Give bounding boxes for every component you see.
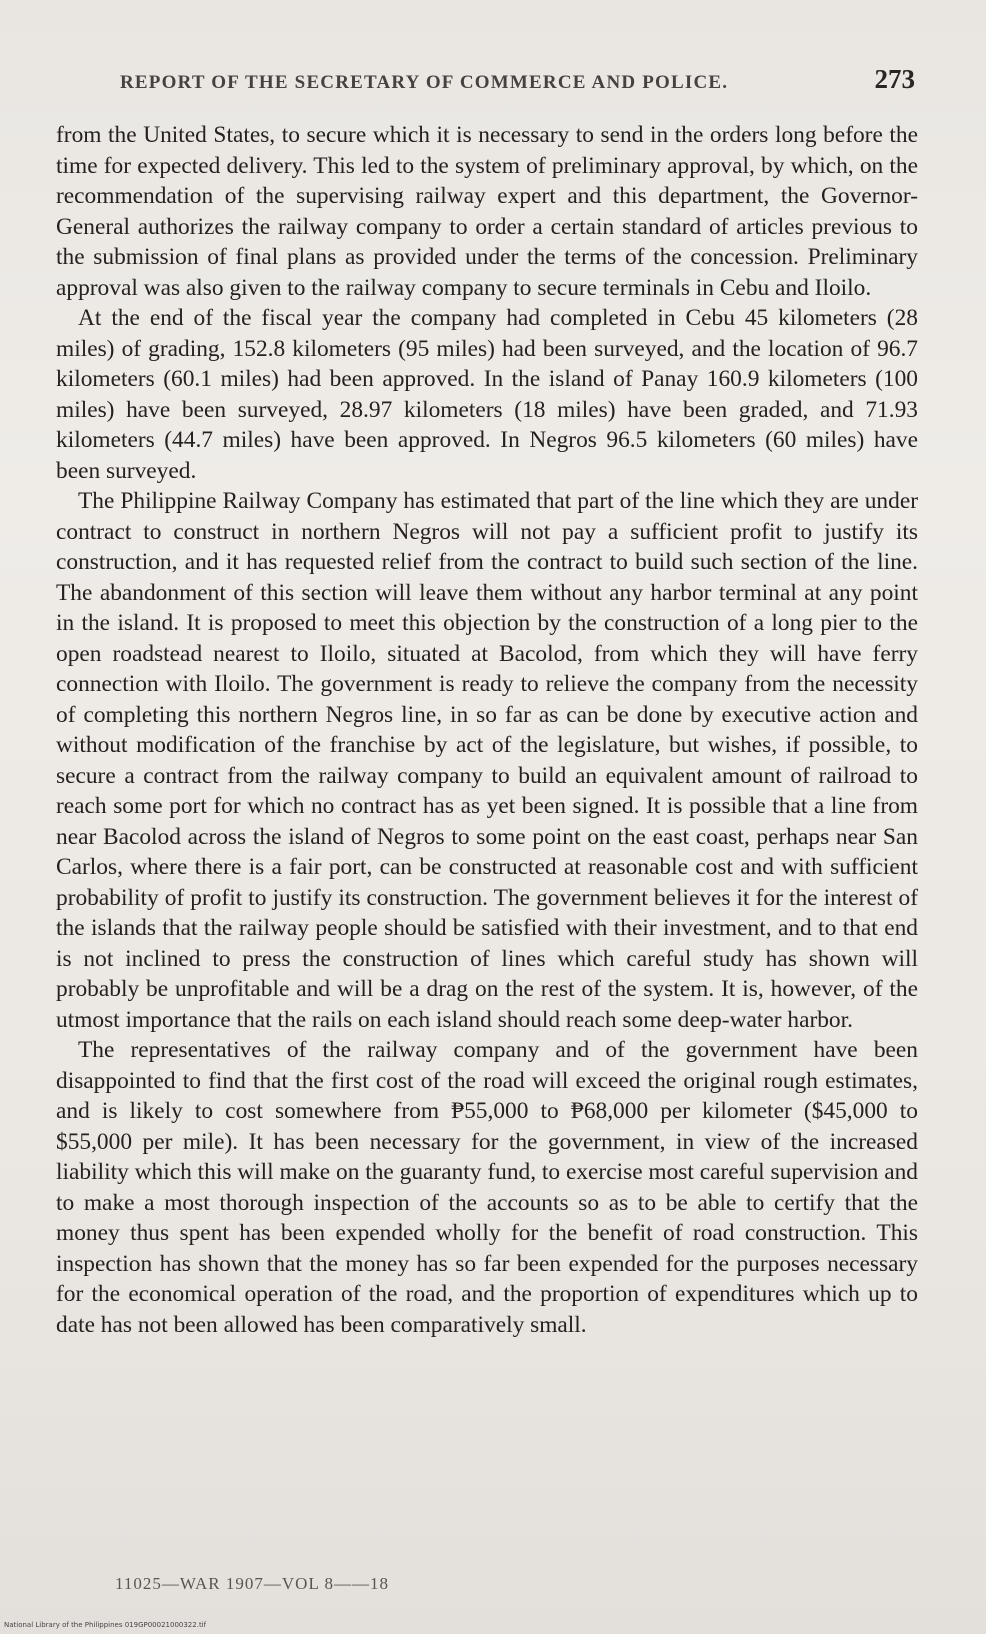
running-header [120, 64, 915, 95]
scan-credit: National Library of the Philippines 019GP00021000322.tif [4, 1621, 207, 1629]
paragraph-cost-estimates: The representatives of the railway company and of the government have been disappointed to find that the first cost of the road will exceed the original rough estimates, and is likely to cost somewhere from ₱55,000 to ₱68,000 per kilometer ($45,000 to $55,000 per mile). It has been necessary for the government, in view of the increased liability which this will make on the guaranty fund, to exercise most careful supervision and to make a most thorough inspection of the accounts so as to be able to certify that the money thus spent has been expended wholly for the benefit of road construction. This inspection has shown that the money has so far been expended for the purposes necessary for the economical operation of the road, and the proportion of expenditures which up to date has not been allowed has been comparatively small. [56, 1037, 918, 1338]
paragraph-negros-line: The Philippine Railway Company has estimated that part of the line which they are under contract to construct in northern Negros will not pay a sufficient profit to justify its construction, and it has requested relief from the contract to build such section of the line. The abandonment of this section will leave them without any harbor terminal at any point in the island. It is proposed to meet this objection by the construction of a long pier to the open roadstead nearest to Iloilo, situated at Bacolod, from which they will have ferry connection with Iloilo. The government is ready to relieve the company from the necessity of completing this northern Negros line, in so far as can be done by executive action and without modification of the franchise by act of the legislature, but wishes, if possible, to secure a contract from the railway company to build an equivalent amount of railroad to reach some port for which no contract has as yet been signed. It is possible that a line from near Bacolod across the island of Negros to some point on the east coast, perhaps near San Carlos, where there is a fair port, can be constructed at reasonable cost and with sufficient probability of profit to justify its construction. The government believes it for the interest of the islands that the railway people should be satisfied with their investment, and to that end is not inclined to press the construction of lines which careful study has shown will probably be unprofitable and will be a drag on the rest of the system. It is, however, of the utmost importance that the rails on each island should reach some deep-water harbor. [56, 488, 918, 1033]
page-number: 273 [874, 64, 915, 94]
footer-signature: 11025—WAR 1907—VOL 8——18 [115, 1574, 389, 1593]
header-title: REPORT OF THE SECRETARY OF COMMERCE AND POLICE. [120, 72, 729, 93]
paragraph-continuation: from the United States, to secure which it is necessary to send in the orders long before the time for expected delivery. This led to the system of preliminary approval, by which, on the recommendation of the supervising railway expert and this department, the Governor-General authorizes the railway company to order a certain standard of articles previous to the submission of final plans as provided under the terms of the concession. Preliminary approval was also given to the railway company to secure terminals in Cebu and Iloilo. [56, 122, 918, 301]
body-text [56, 120, 918, 1340]
paragraph-construction-progress: At the end of the fiscal year the company had completed in Cebu 45 kilometers (28 miles) of grading, 152.8 kilometers (95 miles) had been surveyed, and the location of 96.7 kilometers (60.1 miles) had been approved. In the island of Panay 160.9 kilometers (100 miles) have been surveyed, 28.97 kilometers (18 miles) have been graded, and 71.93 kilometers (44.7 miles) have been approved. In Negros 96.5 kilometers (60 miles) have been surveyed. [56, 305, 918, 484]
